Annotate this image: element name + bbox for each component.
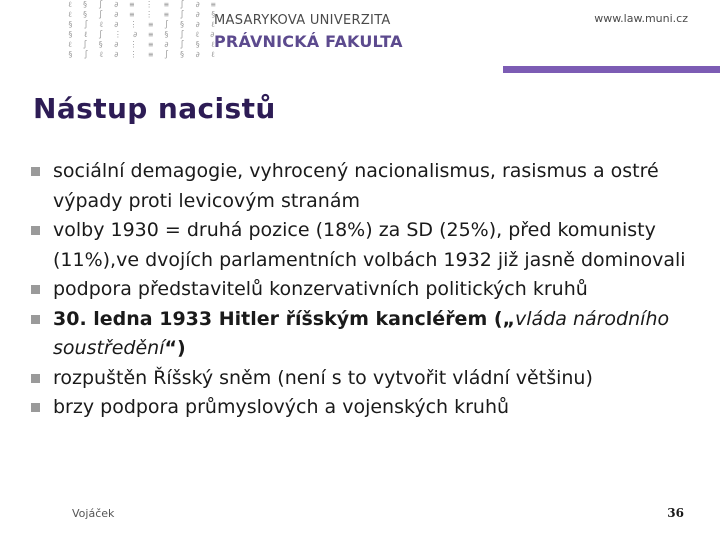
footer-author: Vojáček	[72, 507, 115, 520]
bullet-text-segment: volby 1930 = druhá pozice (18%) za SD (25%), před komunisty (11%),ve dvojích parlamentních volbách 1932 již jasně dominovali	[53, 219, 686, 271]
bullet-text-segment: 30. ledna 1933 Hitler říšským kancléřem („	[53, 307, 516, 330]
square-bullet-icon	[31, 403, 40, 412]
bullet-item	[30, 157, 710, 216]
logo-pattern-row: § ℓ ∫ ⋮ ∂ ≡ § ∫ ℓ ∂	[68, 30, 218, 39]
logo-pattern-row: § ∫ ℓ ∂ ⋮ ≡ ∫ § ∂ ℓ	[68, 50, 218, 59]
header-accent-bar	[503, 66, 720, 73]
page-number: 36	[667, 506, 684, 520]
bullet-list	[30, 157, 710, 423]
website-url: www.law.muni.cz	[594, 12, 688, 25]
bullet-text-segment: sociální demagogie, vyhrocený nacionalismus, rasismus a ostré výpady proti levicovým stranám	[53, 160, 659, 212]
bullet-item	[30, 393, 710, 423]
bullet-item	[30, 275, 710, 305]
university-name: MASARYKOVA UNIVERZITA	[214, 13, 391, 28]
logo-pattern-row: § ∫ ℓ ∂ ⋮ ≡ ∫ § ∂ ℓ	[68, 20, 218, 29]
bullet-text-segment: brzy podpora průmyslových a vojenských kruhů	[53, 396, 510, 418]
bullet-text-segment: podpora představitelů konzervativních politických kruhů	[53, 278, 588, 300]
square-bullet-icon	[31, 285, 40, 294]
square-bullet-icon	[31, 315, 40, 324]
logo-pattern-row: ℓ ∫ § ∂ ⋮ ≡ ∂ ∫ § ℓ	[68, 40, 218, 49]
bullet-item	[30, 364, 710, 394]
bullet-item	[30, 216, 710, 275]
university-logo-pattern	[68, 0, 219, 70]
bullet-text-segment: “)	[164, 337, 186, 359]
square-bullet-icon	[31, 167, 40, 176]
faculty-name: PRÁVNICKÁ FAKULTA	[214, 32, 403, 51]
slide-title: Nástup nacistů	[33, 92, 276, 125]
logo-pattern-row: ℓ § ∫ ∂ ≡ ⋮ ≡ ∫ ∂ §	[68, 10, 219, 19]
bullet-text-segment: rozpuštěn Říšský sněm (není s to vytvořit vládní většinu)	[53, 366, 593, 389]
bullet-item	[30, 305, 710, 364]
square-bullet-icon	[31, 226, 40, 235]
square-bullet-icon	[31, 374, 40, 383]
bullet-text-segment: vláda národního soustředění	[53, 307, 670, 359]
logo-pattern-row: ℓ § ∫ ∂ ≡ ⋮ ≡ ∫ ∂ ≡	[68, 0, 219, 9]
